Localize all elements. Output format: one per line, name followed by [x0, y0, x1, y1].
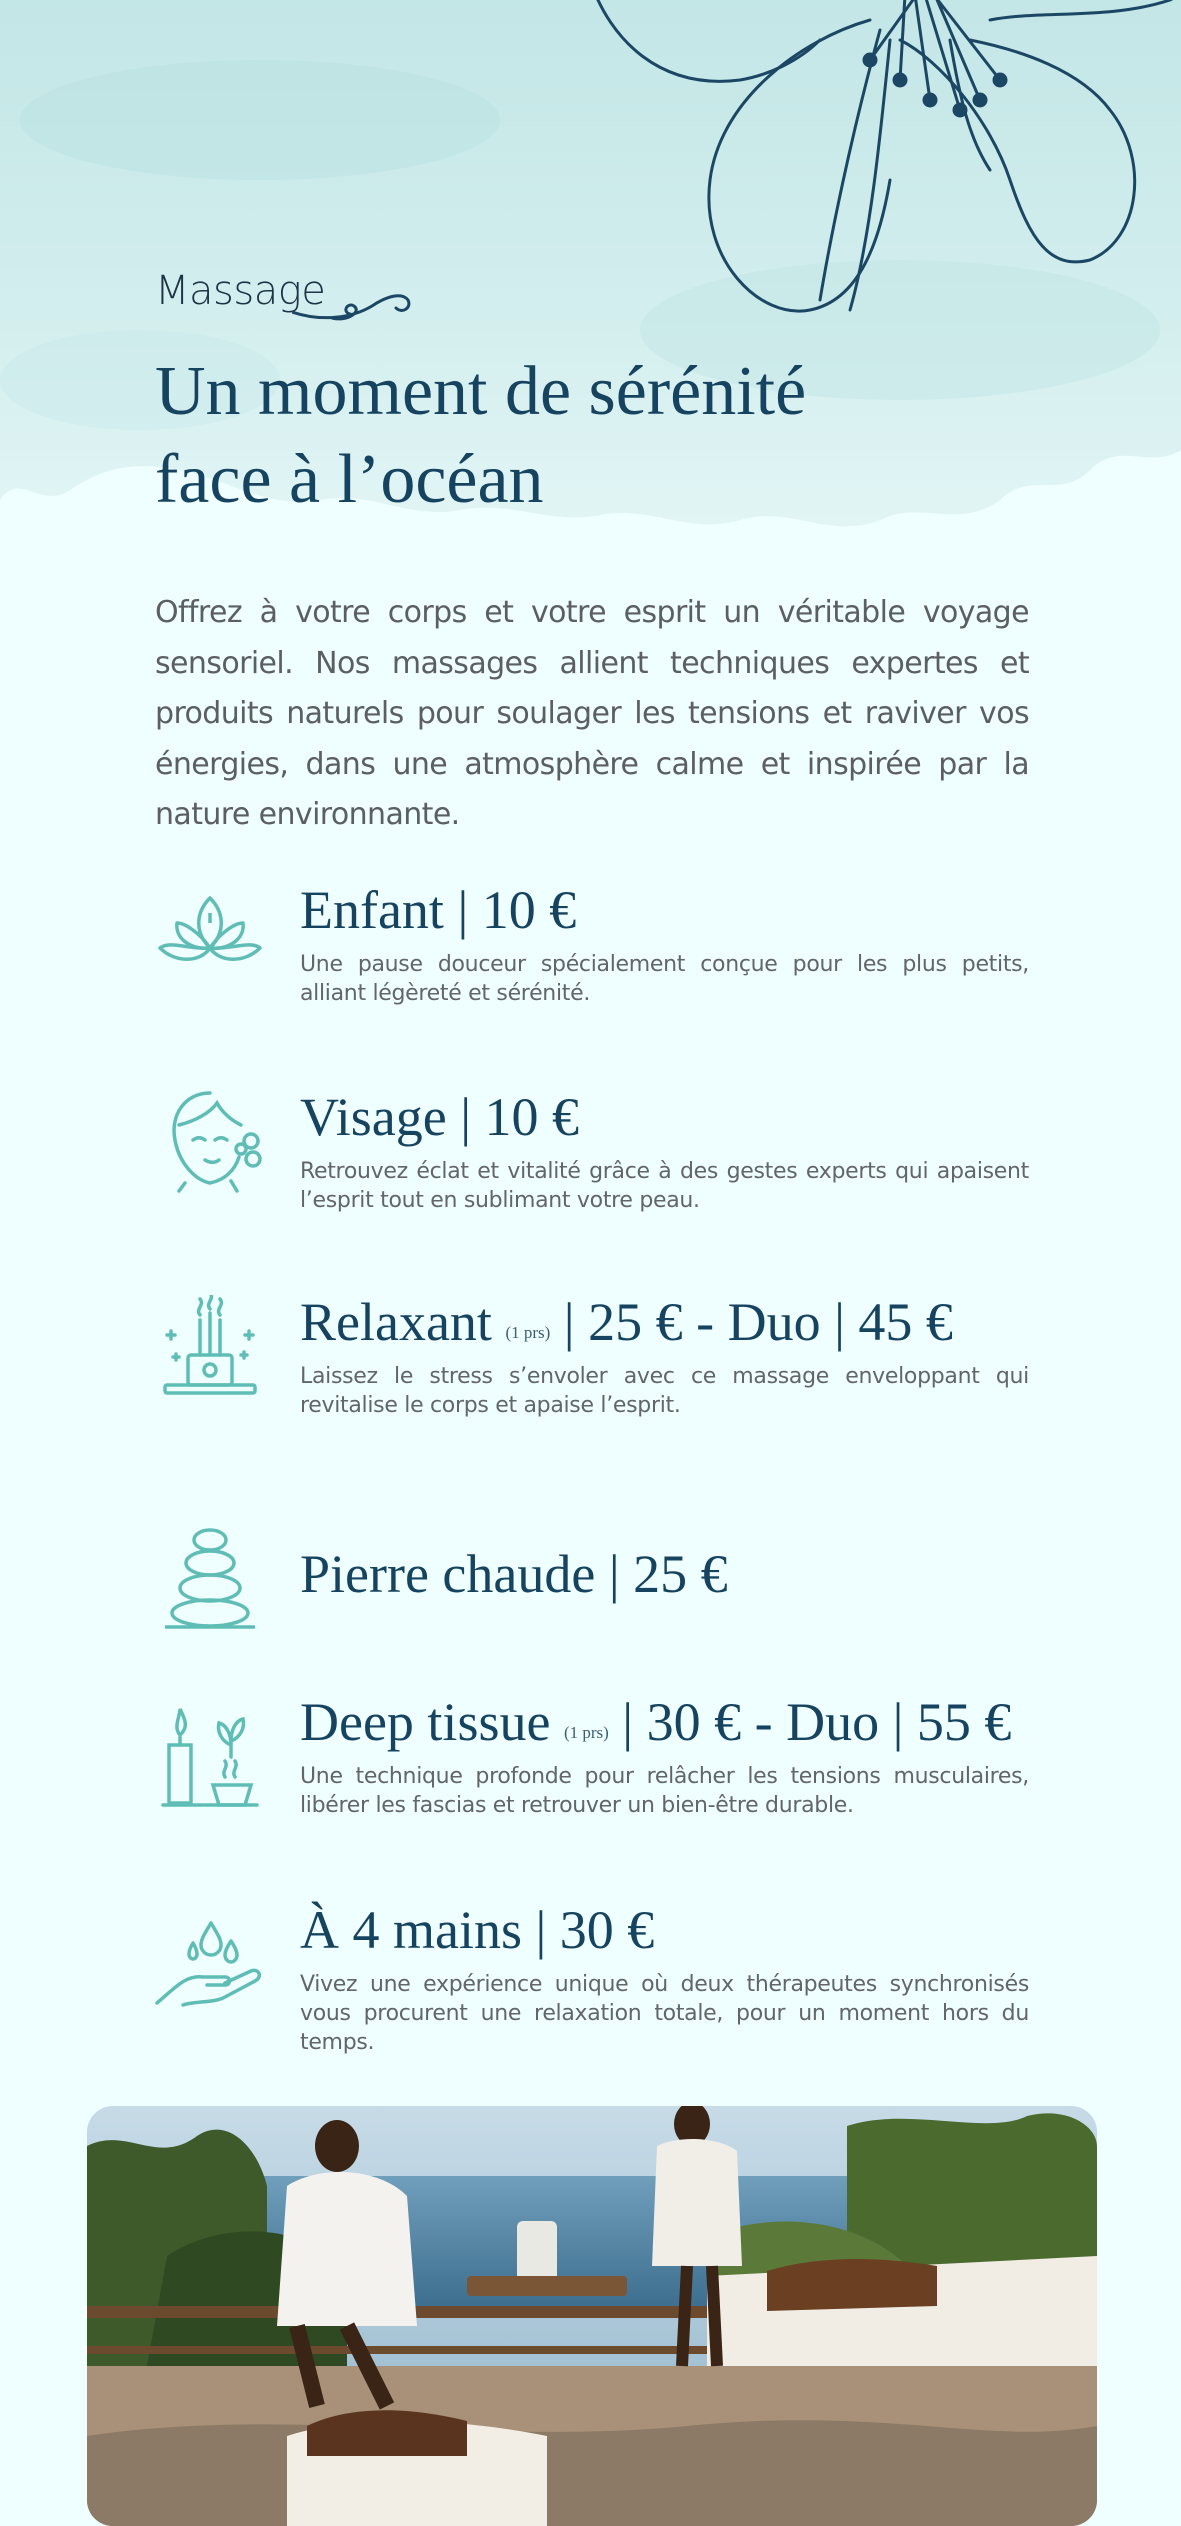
face-icon — [155, 1085, 265, 1195]
service-price: | 10 € — [460, 1087, 580, 1147]
swirl-ornament-icon — [292, 278, 412, 324]
stones-icon — [155, 1525, 265, 1635]
service-title — [300, 1898, 654, 1962]
service-name: À 4 mains — [300, 1900, 522, 1960]
service-name: Pierre chaude — [300, 1544, 596, 1604]
service-price: | 25 € - Duo | 45 € — [563, 1292, 953, 1352]
title-line-1: Un moment de sérénité — [155, 353, 807, 430]
service-title — [300, 1542, 728, 1606]
service-price: | 30 € — [535, 1900, 655, 1960]
service-name: Relaxant — [300, 1292, 492, 1352]
service-name: Visage — [300, 1087, 447, 1147]
service-description: Laissez le stress s’envoler avec ce massage enveloppant qui revitalise le corps et apaise l’esprit. — [300, 1364, 1029, 1418]
service-title — [300, 1085, 579, 1149]
title-line-2: face à l’océan — [155, 441, 544, 518]
service-description: Vivez une expérience unique où deux thérapeutes synchronisés vous procurent une relaxation totale, pour un moment hors du temps. — [300, 1972, 1029, 2055]
section-kicker: Massage — [155, 268, 326, 314]
hand-oil-icon — [155, 1913, 265, 2023]
service-description: Une technique profonde pour relâcher les tensions musculaires, libérer les fascias et retrouver un bien-être durable. — [300, 1764, 1029, 1818]
page-title — [155, 348, 955, 524]
service-description: Une pause douceur spécialement conçue pour les plus petits, alliant légèreté et sérénité. — [300, 952, 1029, 1006]
candle-plant-icon — [155, 1705, 265, 1815]
service-title — [300, 1290, 953, 1365]
service-name: Enfant — [300, 880, 444, 940]
lotus-icon — [155, 878, 265, 988]
service-price: | 25 € — [608, 1544, 728, 1604]
service-note: (1 prs) — [505, 1323, 551, 1342]
hibiscus-illustration — [570, 0, 1181, 340]
service-description: Retrouvez éclat et vitalité grâce à des gestes experts qui apaisent l’esprit tout en sublimant votre peau. — [300, 1159, 1029, 1213]
service-price: | 30 € - Duo | 55 € — [622, 1692, 1012, 1752]
service-title — [300, 878, 576, 942]
service-name: Deep tissue — [300, 1692, 551, 1752]
service-note: (1 prs) — [563, 1723, 609, 1742]
service-title — [300, 1690, 1011, 1765]
intro-paragraph: Offrez à votre corps et votre esprit un véritable voyage sensoriel. Nos massages allient techniques expertes et produits naturels pour soulager les tensions et raviver vos énergies, dans une atmosphère calme et inspirée par la nature environnante. — [155, 595, 1029, 832]
service-price: | 10 € — [457, 880, 577, 940]
massage-photo — [87, 2106, 1097, 2526]
incense-icon — [155, 1295, 265, 1405]
massage-scene-illustration — [87, 2106, 1097, 2526]
